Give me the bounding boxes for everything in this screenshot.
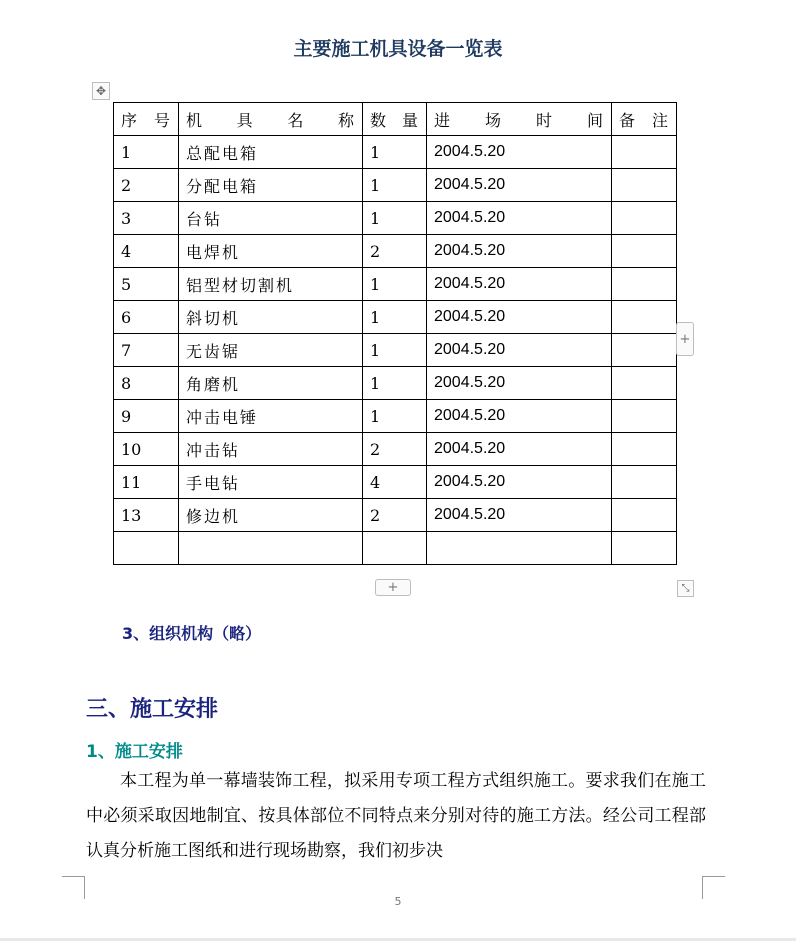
header-note[interactable] <box>612 103 677 136</box>
header-date[interactable] <box>427 103 612 136</box>
cell-qty[interactable]: 1 <box>363 202 427 235</box>
cell-qty[interactable]: 1 <box>363 400 427 433</box>
cell-qty[interactable]: 1 <box>363 268 427 301</box>
header-qty[interactable] <box>363 103 427 136</box>
cell-date[interactable]: 2004.5.20 <box>427 400 612 433</box>
cell-seq[interactable] <box>114 532 179 565</box>
cell-date[interactable]: 2004.5.20 <box>427 268 612 301</box>
table-row <box>114 301 677 334</box>
chapter-heading: 三、施工安排 <box>86 697 219 722</box>
table-row <box>114 202 677 235</box>
header-char: 间 <box>586 110 603 130</box>
cell-note[interactable] <box>612 268 677 301</box>
cell-note[interactable] <box>612 499 677 532</box>
cell-name[interactable] <box>179 532 363 565</box>
cell-note[interactable] <box>612 235 677 268</box>
cell-note[interactable] <box>612 169 677 202</box>
cell-seq[interactable]: 6 <box>114 301 179 334</box>
cell-seq[interactable]: 7 <box>114 334 179 367</box>
table-row <box>114 268 677 301</box>
cell-date[interactable]: 2004.5.20 <box>427 301 612 334</box>
table-row <box>114 235 677 268</box>
cell-seq[interactable]: 2 <box>114 169 179 202</box>
document-title: 主要施工机具设备一览表 <box>293 38 503 60</box>
table-row <box>114 169 677 202</box>
cell-name[interactable]: 手电钻 <box>179 466 363 499</box>
page-number: 5 <box>394 895 402 908</box>
header-char: 进 <box>434 110 451 130</box>
cell-date[interactable]: 2004.5.20 <box>427 466 612 499</box>
cell-name[interactable]: 总配电箱 <box>179 136 363 169</box>
cell-date[interactable]: 2004.5.20 <box>427 334 612 367</box>
paragraph-text: 本工程为单一幕墙装饰工程，拟采用专项工程方式组织施工。要求我们在施工中必须采取因地制宜、按具体部位不同特点来分别对待的施工方法。经公司工程部认真分析施工图纸和进行现场勘察，我们初步决 <box>86 771 706 861</box>
cell-seq[interactable]: 9 <box>114 400 179 433</box>
cell-seq[interactable]: 8 <box>114 367 179 400</box>
cell-seq[interactable]: 13 <box>114 499 179 532</box>
cell-date[interactable] <box>427 532 612 565</box>
cell-date[interactable]: 2004.5.20 <box>427 136 612 169</box>
header-char: 号 <box>153 110 170 130</box>
header-char: 机 <box>186 110 203 130</box>
table-row <box>114 400 677 433</box>
cell-note[interactable] <box>612 532 677 565</box>
cell-name[interactable]: 修边机 <box>179 499 363 532</box>
header-char: 称 <box>337 110 354 130</box>
header-char: 名 <box>287 110 304 130</box>
cell-qty[interactable]: 4 <box>363 466 427 499</box>
cell-qty[interactable]: 1 <box>363 301 427 334</box>
cell-seq[interactable]: 4 <box>114 235 179 268</box>
header-char: 注 <box>651 110 668 130</box>
table-row <box>114 136 677 169</box>
cell-note[interactable] <box>612 433 677 466</box>
cell-note[interactable] <box>612 301 677 334</box>
add-column-button[interactable]: + <box>676 322 694 356</box>
cell-date[interactable]: 2004.5.20 <box>427 499 612 532</box>
cell-qty[interactable]: 2 <box>363 499 427 532</box>
header-char: 数 <box>370 110 387 130</box>
header-char: 场 <box>484 110 501 130</box>
header-char: 具 <box>236 110 253 130</box>
cell-qty[interactable] <box>363 532 427 565</box>
cell-name[interactable]: 分配电箱 <box>179 169 363 202</box>
move-icon[interactable]: ✥ <box>92 82 110 100</box>
header-seq[interactable] <box>114 103 179 136</box>
table-row <box>114 367 677 400</box>
cell-qty[interactable]: 1 <box>363 169 427 202</box>
header-char: 时 <box>535 110 552 130</box>
cell-name[interactable]: 电焊机 <box>179 235 363 268</box>
equipment-table <box>113 102 677 565</box>
cell-date[interactable]: 2004.5.20 <box>427 433 612 466</box>
table-row <box>114 499 677 532</box>
cell-seq[interactable]: 3 <box>114 202 179 235</box>
table-header-row <box>114 103 677 136</box>
cell-qty[interactable]: 1 <box>363 136 427 169</box>
header-char: 备 <box>619 110 636 130</box>
cell-qty[interactable]: 2 <box>363 433 427 466</box>
cell-name[interactable]: 斜切机 <box>179 301 363 334</box>
cell-name[interactable]: 铝型材切割机 <box>179 268 363 301</box>
cell-date[interactable]: 2004.5.20 <box>427 202 612 235</box>
cell-note[interactable] <box>612 367 677 400</box>
add-row-button[interactable]: + <box>375 579 411 596</box>
header-char: 序 <box>121 110 138 130</box>
cell-name[interactable]: 台钻 <box>179 202 363 235</box>
cell-name[interactable]: 无齿锯 <box>179 334 363 367</box>
section-arrangement-heading: 1、施工安排 <box>86 742 183 762</box>
cell-seq[interactable]: 5 <box>114 268 179 301</box>
cell-name[interactable]: 冲击电锤 <box>179 400 363 433</box>
cell-note[interactable] <box>612 202 677 235</box>
cell-date[interactable]: 2004.5.20 <box>427 367 612 400</box>
cell-note[interactable] <box>612 466 677 499</box>
cell-note[interactable] <box>612 400 677 433</box>
cell-seq[interactable]: 1 <box>114 136 179 169</box>
table-row <box>114 532 677 565</box>
cell-date[interactable]: 2004.5.20 <box>427 235 612 268</box>
table-row <box>114 466 677 499</box>
cell-name[interactable]: 角磨机 <box>179 367 363 400</box>
body-paragraph <box>86 764 706 869</box>
cell-seq[interactable]: 11 <box>114 466 179 499</box>
table-row <box>114 433 677 466</box>
cell-seq[interactable]: 10 <box>114 433 179 466</box>
cell-note[interactable] <box>612 334 677 367</box>
cell-qty[interactable]: 1 <box>363 367 427 400</box>
cell-note[interactable] <box>612 136 677 169</box>
cell-qty[interactable]: 2 <box>363 235 427 268</box>
header-char: 量 <box>401 110 418 130</box>
cell-name[interactable]: 冲击钻 <box>179 433 363 466</box>
cell-date[interactable]: 2004.5.20 <box>427 169 612 202</box>
header-name[interactable] <box>179 103 363 136</box>
cell-qty[interactable]: 1 <box>363 334 427 367</box>
resize-icon[interactable]: ⤡ <box>677 580 694 597</box>
section-org-heading: 3、组织机构（略） <box>122 624 262 643</box>
table-row <box>114 334 677 367</box>
